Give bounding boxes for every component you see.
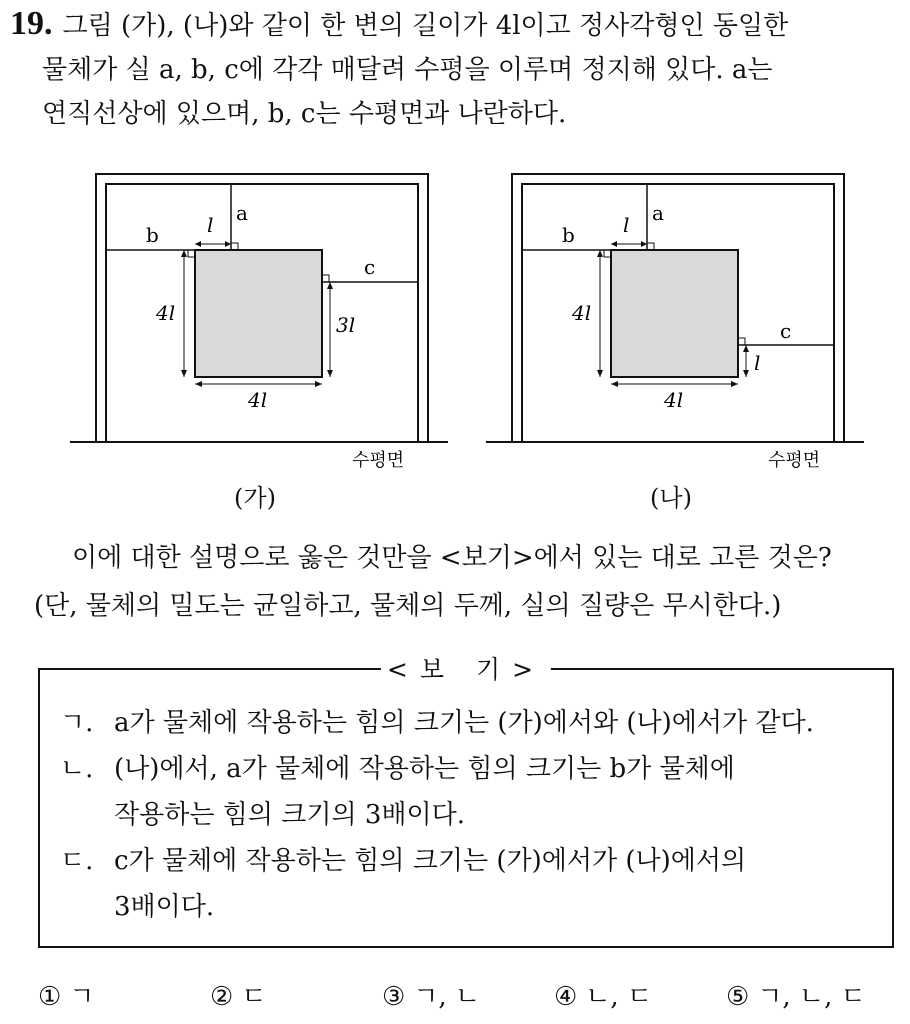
choice-number: ⑤ — [726, 982, 750, 1012]
bogi-item-text: (나)에서, a가 물체에 작용하는 힘의 크기는 b가 물체에 — [114, 754, 735, 784]
bogi-title: <보 기> — [381, 650, 551, 686]
bogi-item-text: c가 물체에 작용하는 힘의 크기는 (가)에서가 (나)에서의 — [114, 846, 747, 876]
bogi-item-mark: ㄱ. — [60, 708, 94, 738]
stem-line-2: 물체가 실 a, b, c에 각각 매달려 수평을 이루며 정지해 있다. a는 — [42, 55, 773, 85]
right-angle-mark-a — [231, 243, 238, 250]
choice-3[interactable] — [382, 976, 480, 1013]
label-dim-bottom: 4l — [248, 388, 268, 412]
label-a: a — [652, 201, 664, 225]
figure-ga-diagram — [60, 160, 450, 480]
bogi-item-3 — [60, 838, 890, 930]
label-dim-top: l — [623, 213, 630, 237]
figure-na-diagram — [476, 160, 866, 480]
bogi-item-1 — [60, 700, 890, 746]
question-prompt — [34, 534, 904, 630]
label-dim-right: 3l — [336, 313, 356, 337]
bogi-title-bar — [36, 650, 896, 686]
prompt-line-1: 이에 대한 설명으로 옳은 것만을 <보기>에서 있는 대로 고른 것은? — [72, 543, 832, 573]
choice-text: ㄷ — [241, 982, 267, 1012]
bogi-item-mark: ㄷ. — [60, 846, 94, 876]
choice-text: ㄴ, ㄷ — [585, 982, 653, 1012]
label-b: b — [146, 223, 159, 247]
choice-number: ③ — [382, 982, 406, 1012]
bogi-item-2 — [60, 746, 890, 838]
bogi-item-text: a가 물체에 작용하는 힘의 크기는 (가)에서와 (나)에서가 같다. — [114, 708, 814, 738]
label-b: b — [562, 223, 575, 247]
choice-text: ㄱ, ㄴ, ㄷ — [757, 982, 866, 1012]
label-dim-top: l — [207, 213, 214, 237]
stem-line-3: 연직선상에 있으며, b, c는 수평면과 나란하다. — [42, 99, 567, 129]
figure-ga-caption: (가) — [234, 484, 276, 512]
label-c: c — [364, 255, 376, 279]
prompt-line-2: (단, 물체의 밀도는 균일하고, 물체의 두께, 실의 질량은 무시한다.) — [34, 591, 782, 621]
label-dim-right: l — [754, 351, 761, 375]
label-ground: 수평면 — [768, 450, 821, 471]
choice-number: ① — [38, 982, 62, 1012]
bogi-item-mark: ㄴ. — [60, 754, 94, 784]
choice-1[interactable] — [38, 976, 94, 1013]
figures — [60, 160, 860, 520]
choice-4[interactable] — [554, 976, 652, 1013]
figure-na — [476, 160, 866, 510]
right-angle-mark-a — [647, 243, 654, 250]
right-angle-mark-b — [604, 250, 611, 257]
label-ground: 수평면 — [352, 450, 405, 471]
label-dim-bottom: 4l — [664, 388, 684, 412]
stem-line-1: 19. 그림 (가), (나)와 같이 한 변의 길이가 4l이고 정사각형인 동일한 — [10, 5, 789, 42]
label-c: c — [780, 319, 792, 343]
bogi-item-text: 작용하는 힘의 크기의 3배이다. — [114, 800, 465, 830]
choice-number: ② — [210, 982, 234, 1012]
choice-number: ④ — [554, 982, 578, 1012]
choice-2[interactable] — [210, 976, 266, 1013]
answer-choices — [38, 976, 898, 1016]
choice-text: ㄱ — [69, 982, 95, 1012]
square-object — [195, 250, 322, 377]
question-number: 19. — [10, 5, 53, 42]
choice-5[interactable] — [726, 976, 866, 1013]
square-object — [611, 250, 738, 377]
bogi-item-text: 3배이다. — [114, 892, 215, 922]
label-dim-left: 4l — [156, 301, 176, 325]
right-angle-mark-c — [322, 275, 329, 282]
figure-ga — [60, 160, 450, 510]
bogi-items — [60, 700, 890, 930]
choice-text: ㄱ, ㄴ — [413, 982, 481, 1012]
right-angle-mark-c — [738, 338, 745, 345]
figure-na-caption: (나) — [650, 484, 692, 512]
label-dim-left: 4l — [572, 301, 592, 325]
label-a: a — [236, 201, 248, 225]
right-angle-mark-b — [188, 250, 195, 257]
question-stem — [10, 2, 900, 136]
